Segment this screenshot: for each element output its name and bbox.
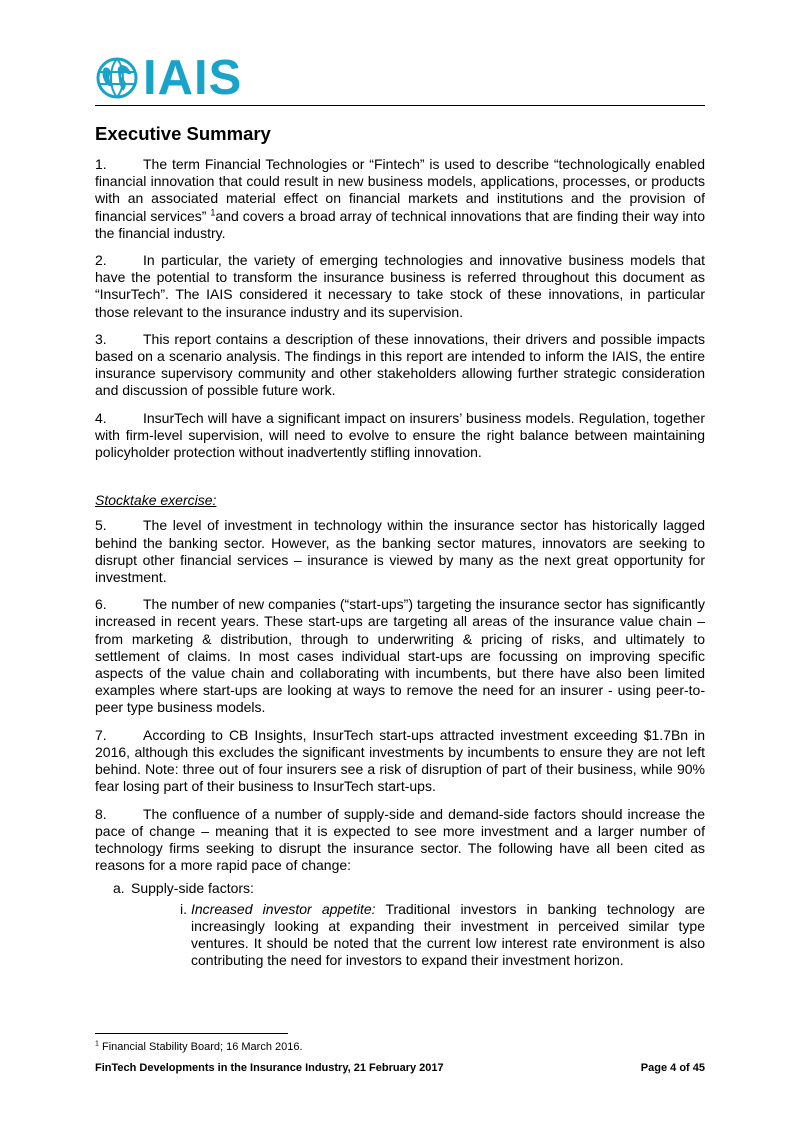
- paragraph-1: 1. The term Financial Technologies or “Fintech” is used to describe “technologically enabled financial innovation that could result in new business models, applications, processes, or products with an associated material effect on financial markets and institutions and the provision of financial services” $^1$and covers a broad array of technical innovations that are finding their way into the financial industry.: [95, 156, 705, 241]
- list-item-a: a. Supply-side factors:: [113, 880, 254, 897]
- section-heading: Stocktake exercise:: [95, 492, 217, 509]
- footnote: $^1$ Financial Stability Board; 16 March 2016.: [95, 1040, 303, 1053]
- paragraph-4: 4. InsurTech will have a significant impact on insurers’ business models. Regulation, together with firm-level supervision, will need to evolve to ensure the right balance between maintaining policyholder protection without inadvertently stifling innovation.: [95, 409, 705, 461]
- footnote-divider: [95, 1033, 288, 1034]
- page-content: [95, 121, 705, 969]
- header-divider: [95, 105, 705, 106]
- paragraph-2: 2. In particular, the variety of emerging technologies and innovative business models that have the potential to transform the insurance business is referred throughout this document as “InsurTech”. The IAIS considered it necessary to take stock of these innovations, in particular those relevant to the insurance industry and its supervision.: [95, 252, 705, 320]
- paragraph-6: 6. The number of new companies (“start-ups”) targeting the insurance sector has significantly increased in recent years. These start-ups are targeting all areas of the insurance value chain – from marketing & distribution, through to underwriting & pricing of risks, and ultimately to settlement of claims. In most cases individual start-ups are focussing on improving specific aspects of the value chain and collaborating with incumbents, but there have also been limited examples where start-ups are looking at ways to remove the need for an insurer - using peer-to-peer type business models.: [95, 596, 705, 716]
- iais-logo: [95, 51, 243, 105]
- logo-wordmark: IAIS: [143, 51, 243, 105]
- paragraph-8: 8. The confluence of a number of supply-side and demand-side factors should increase the pace of change – meaning that it is expected to see more investment and a larger number of technology firms seeking to disrupt the insurance sector. The following have all been cited as reasons for a more rapid pace of change:: [95, 805, 705, 874]
- footer-page-number: Page 4 of 45: [640, 1062, 705, 1074]
- footnote-ref[interactable]: 1: [210, 206, 216, 217]
- footer-doc-title: FinTech Developments in the Insurance Industry, 21 February 2017: [95, 1062, 444, 1074]
- list-item-i: i. Increased investor appetite: Traditional investors in banking technology are increasingly looking at expanding their investment in perceived similar type ventures. It should be noted that the current low interest rate environment is also contributing the need for investors to expand their investment horizon.: [180, 900, 705, 969]
- page-footer: [95, 1062, 705, 1074]
- paragraph-7: 7. According to CB Insights, InsurTech start-ups attracted investment exceeding $1.7Bn in 2016, although this excludes the significant investments by incumbents to ensure they are not left behind. Note: three out of four insurers see a risk of disruption of part of their business, while 90% fear losing part of their business to InsurTech start-ups.: [95, 726, 705, 795]
- globe-icon: [95, 56, 139, 100]
- paragraph-3: 3. This report contains a description of these innovations, their drivers and possible impacts based on a scenario analysis. The findings in this report are intended to inform the IAIS, the entire insurance supervisory community and other stakeholders allowing further strategic consideration and discussion of possible future work.: [95, 330, 705, 399]
- page-title: Executive Summary: [95, 123, 271, 144]
- paragraph-5: 5. The level of investment in technology within the insurance sector has historically lagged behind the banking sector. However, as the banking sector matures, innovators are seeking to disrupt other financial services – insurance is viewed by many as the next great opportunity for investment.: [95, 517, 705, 586]
